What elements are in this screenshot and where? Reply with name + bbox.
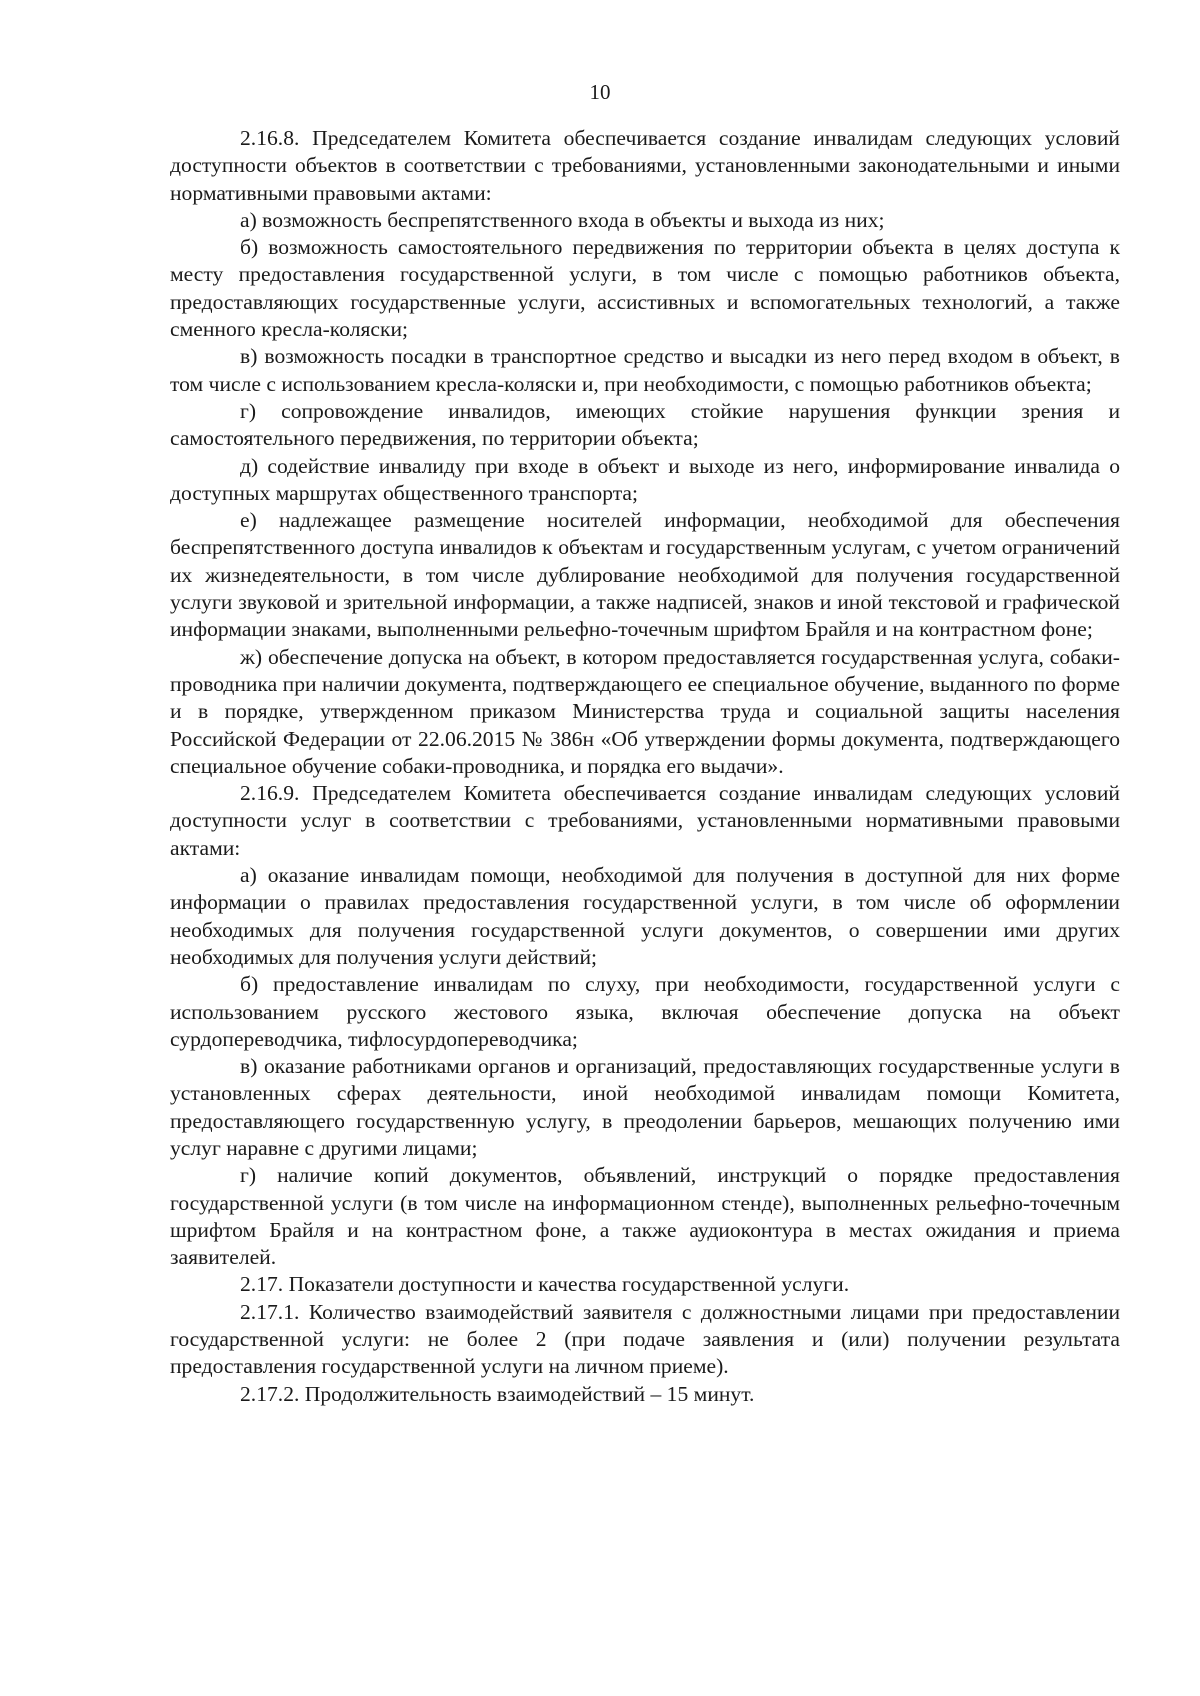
paragraph-2-16-9-v: в) оказание работниками органов и организаций, предоставляющих государственные услуги в установленных сферах деятельности, иной необходимой инвалидам помощи Комитета, предоставляющего государственную услугу, в преодолении барьеров, мешающих получению ими услуг наравне с другими лицами; bbox=[170, 1054, 1120, 1160]
paragraph-2-16-9-g: г) наличие копий документов, объявлений, инструкций о порядке предоставления государственной услуги (в том числе на информационном стенде), выполненных рельефно-точечным шрифтом Брайля и на контрастном фоне, а также аудиоконтура в местах ожидания и приема заявителей. bbox=[170, 1163, 1120, 1270]
page-number: 10 bbox=[589, 80, 611, 104]
paragraph-2-16-8-d: д) содействие инвалиду при входе в объект и выходе из него, информирование инвалида о доступных маршрутах общественного транспорта; bbox=[170, 453, 1120, 505]
paragraph-2-16-8-b: б) возможность самостоятельного передвижения по территории объекта в целях доступа к месту предоставления государственной услуги, в том числе с помощью работников объекта, предоставляющих государственные услуги, ассистивных и вспомогательных технологий, а также сменного кресла-коляски; bbox=[170, 235, 1120, 342]
paragraph-2-16-8-e: е) надлежащее размещение носителей информации, необходимой для обеспечения беспрепятственного доступа инвалидов к объектам и государственным услугам, с учетом ограничений их жизнедеятельности, в том числе дублирование необходимой для получения государственной услуги звуковой и зрительной информации, а также надписей, знаков и иной текстовой и графической информации знаками, выполненными рельефно-точечным шрифтом Брайля и на контрастном фоне; bbox=[170, 508, 1120, 642]
paragraph-2-16-8-v: в) возможность посадки в транспортное средство и высадки из него перед входом в объект, в том числе с использованием кресла-коляски и, при необходимости, с помощью работников объекта; bbox=[170, 344, 1120, 396]
paragraph-2-16-8-zh: ж) обеспечение допуска на объект, в котором предоставляется государственная услуга, собаки-проводника при наличии документа, подтверждающего ее специальное обучение, выданного по форме и в порядке, утвержденном приказом Министерства труда и социальной защиты населения Российской Федерации от 22.06.2015 № 386н «Об утверждении формы документа, подтверждающего специальное обучение собаки-проводника, и порядка его выдачи». bbox=[170, 644, 1120, 778]
paragraph-2-17-2: 2.17.2. Продолжительность взаимодействий – 15 минут. bbox=[240, 1381, 755, 1406]
body-text bbox=[170, 125, 1120, 1408]
paragraph-2-16-9: 2.16.9. Председателем Комитета обеспечивается создание инвалидам следующих условий доступности услуг в соответствии с требованиями, установленными нормативными правовыми актами: bbox=[170, 781, 1120, 860]
paragraph-2-16-9-a: а) оказание инвалидам помощи, необходимой для получения в доступной для них форме информации о правилах предоставления государственной услуги, в том числе об оформлении необходимых для получения государственной услуги документов, о совершении ими других необходимых для получения услуги действий; bbox=[170, 863, 1120, 969]
paragraph-2-17: 2.17. Показатели доступности и качества государственной услуги. bbox=[240, 1272, 850, 1297]
paragraph-2-16-8: 2.16.8. Председателем Комитета обеспечивается создание инвалидам следующих условий доступности объектов в соответствии с требованиями, установленными законодательными и иными нормативными правовыми актами: bbox=[170, 126, 1120, 205]
paragraph-2-16-9-b: б) предоставление инвалидам по слуху, при необходимости, государственной услуги с использованием русского жестового языка, включая обеспечение допуска на объект сурдопереводчика, тифлосурдопереводчика; bbox=[170, 972, 1120, 1051]
paragraph-2-16-8-g: г) сопровождение инвалидов, имеющих стойкие нарушения функции зрения и самостоятельного передвижения, по территории объекта; bbox=[170, 398, 1120, 451]
paragraph-2-16-8-a: а) возможность беспрепятственного входа в объекты и выхода из них; bbox=[240, 207, 885, 232]
paragraph-2-17-1: 2.17.1. Количество взаимодействий заявителя с должностными лицами при предоставлении государственной услуги: не более 2 (при подаче заявления и (или) получении результата предоставления государственной услуги на личном приеме). bbox=[170, 1299, 1120, 1379]
